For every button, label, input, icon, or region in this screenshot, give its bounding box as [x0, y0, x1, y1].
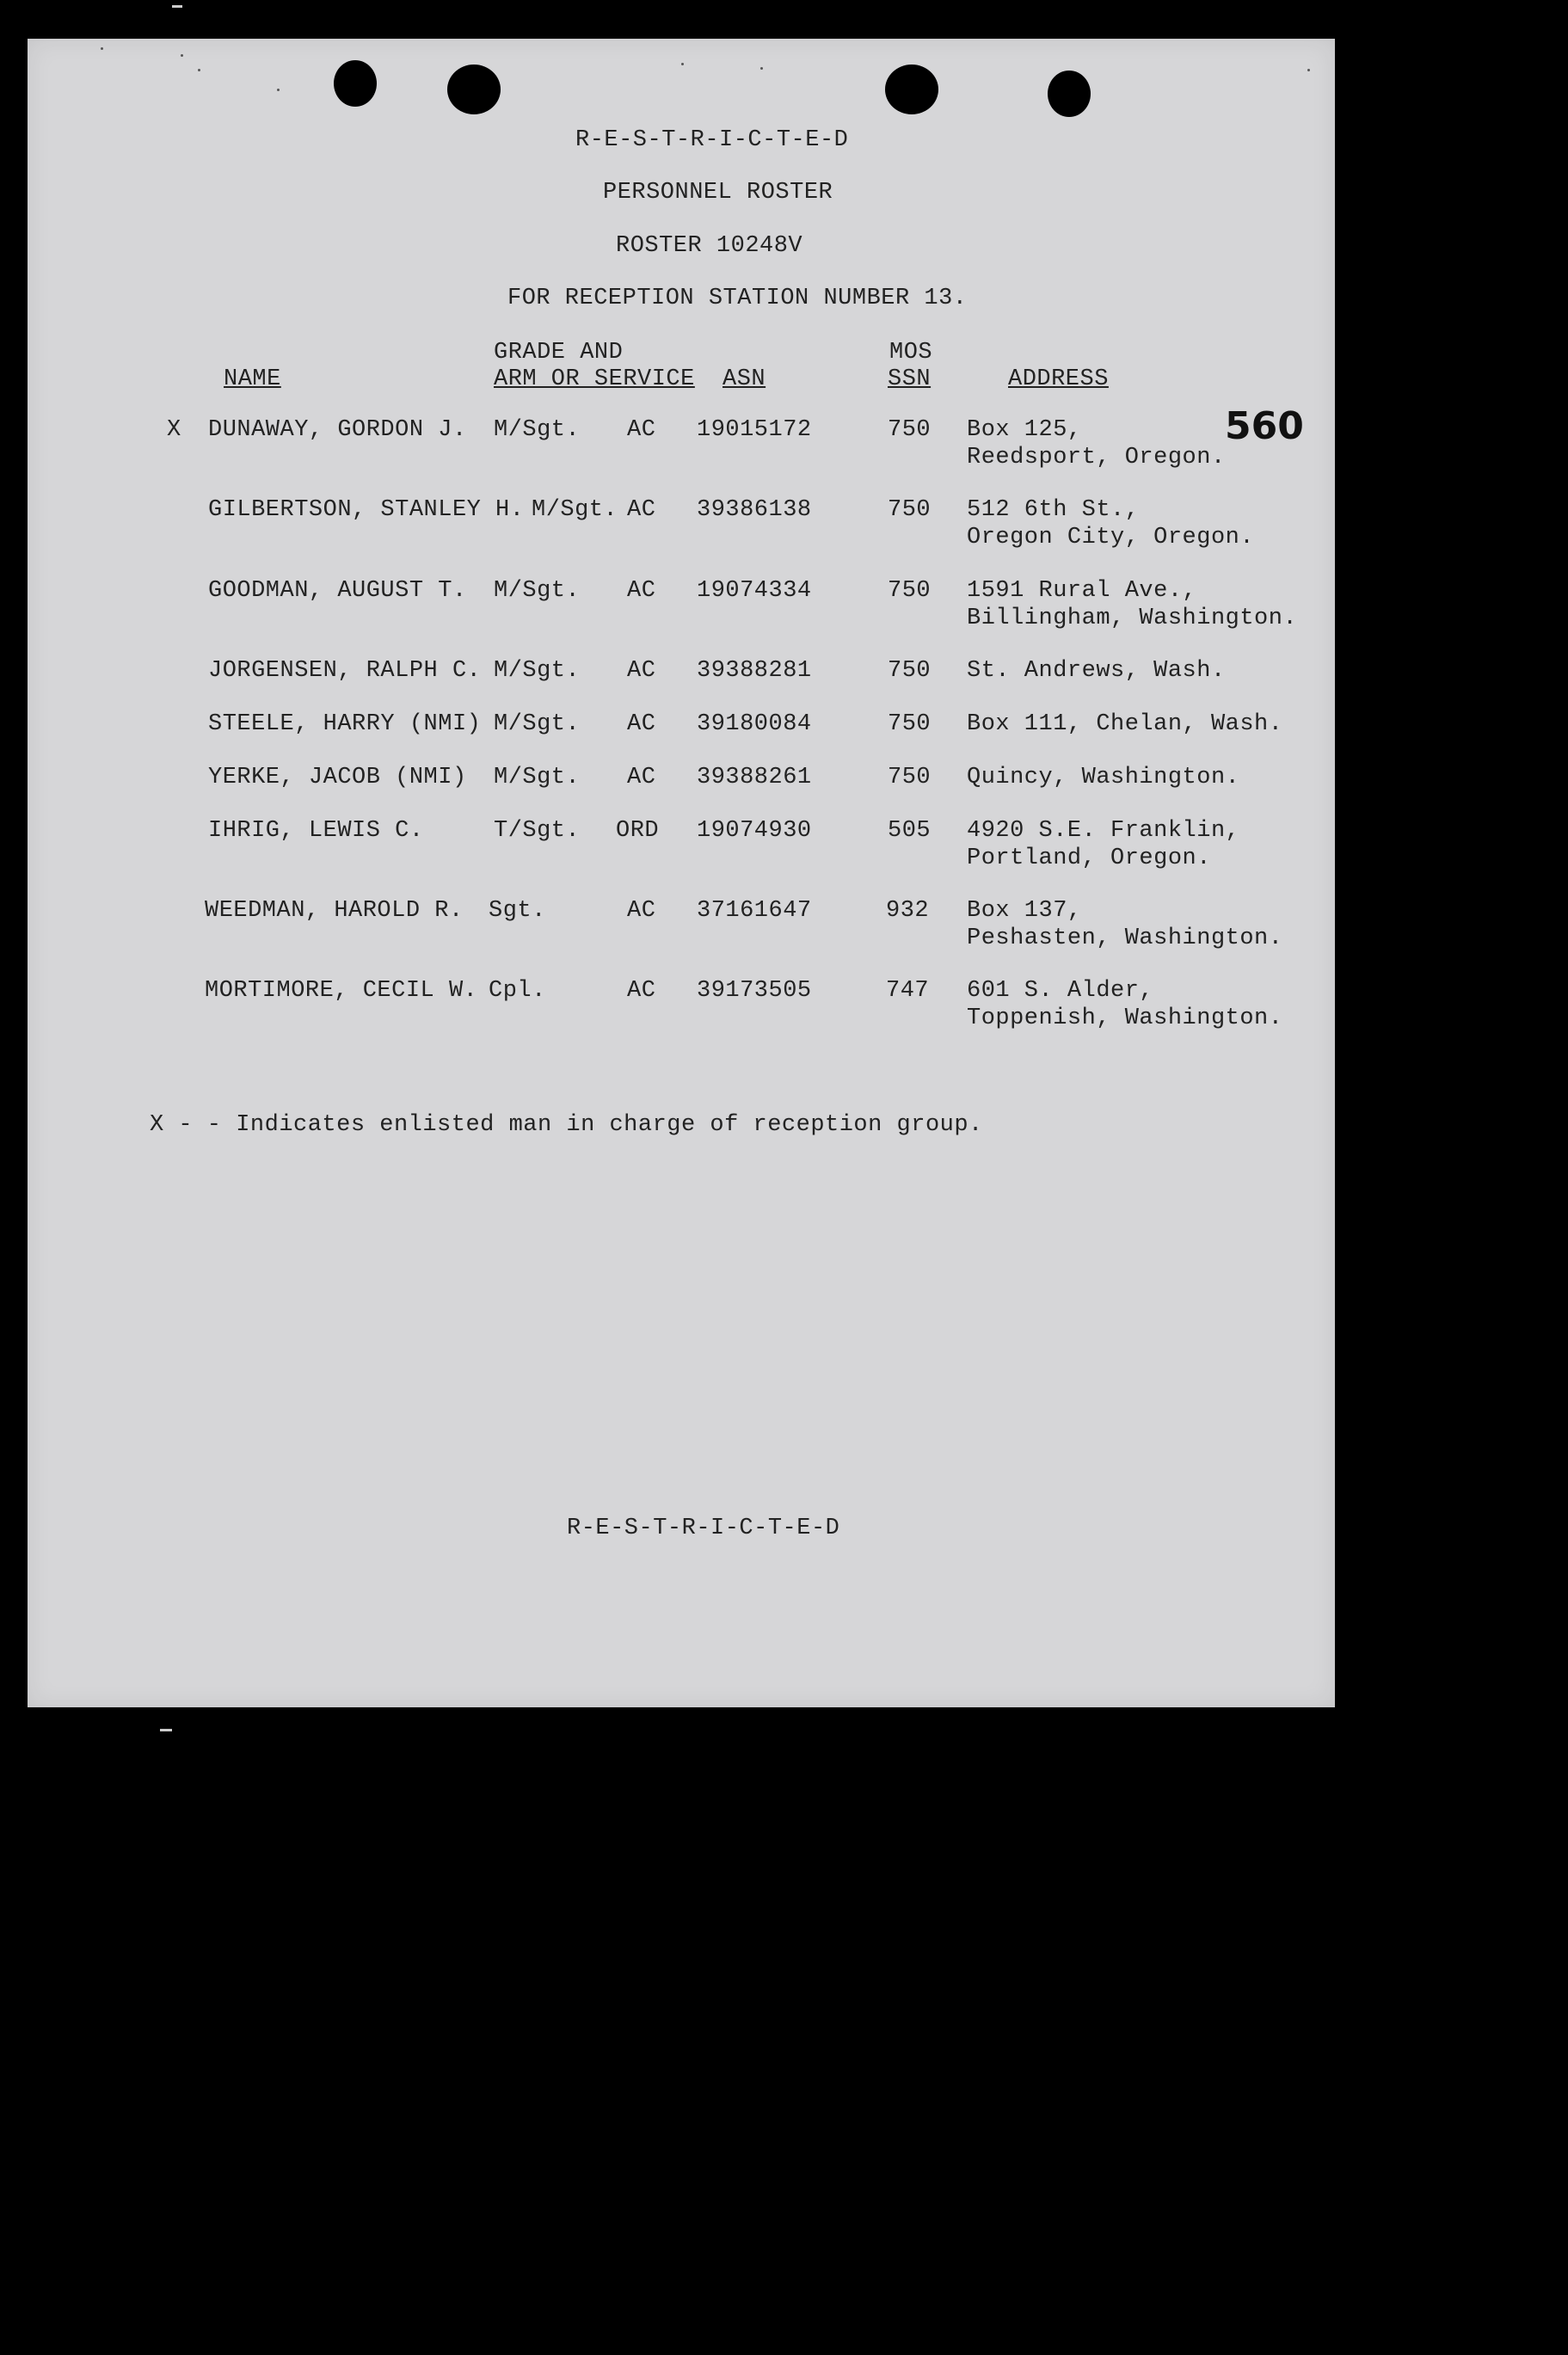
row-mos: 750	[888, 578, 932, 604]
row-address-line1: 512 6th St.,	[967, 497, 1140, 523]
row-mos: 750	[888, 711, 932, 737]
row-grade: M/Sgt.	[532, 497, 618, 523]
document-page	[28, 39, 1335, 1707]
row-address-line1: Box 111, Chelan, Wash.	[967, 711, 1283, 737]
row-mos: 750	[888, 417, 932, 443]
row-grade: M/Sgt.	[494, 417, 581, 443]
speck	[198, 69, 200, 71]
footnote: X - - Indicates enlisted man in charge of reception group.	[150, 1112, 983, 1138]
row-mos: 750	[888, 497, 932, 523]
roster-number: ROSTER 10248V	[616, 233, 803, 259]
row-arm: AC	[627, 978, 656, 1004]
row-asn: 19015172	[697, 417, 812, 443]
column-header-name: NAME	[224, 366, 281, 392]
row-grade: M/Sgt.	[494, 711, 581, 737]
row-name: GILBERTSON, STANLEY H.	[208, 497, 525, 523]
row-name: IHRIG, LEWIS C.	[208, 818, 424, 844]
row-mos: 747	[886, 978, 930, 1004]
speck	[181, 54, 183, 57]
row-asn: 39388261	[697, 765, 812, 790]
row-address-line2: Portland, Oregon.	[967, 845, 1211, 871]
row-arm: AC	[627, 711, 656, 737]
punch-hole	[334, 60, 377, 107]
row-address-line2: Peshasten, Washington.	[967, 925, 1283, 951]
row-name: DUNAWAY, GORDON J.	[208, 417, 467, 443]
row-address-line2: Toppenish, Washington.	[967, 1005, 1283, 1031]
row-arm: AC	[627, 497, 656, 523]
row-grade: M/Sgt.	[494, 765, 581, 790]
speck	[1307, 69, 1310, 71]
row-arm: AC	[627, 898, 656, 924]
row-address-line1: Quincy, Washington.	[967, 765, 1240, 790]
row-asn: 39386138	[697, 497, 812, 523]
row-arm: ORD	[616, 818, 660, 844]
row-arm: AC	[627, 578, 656, 604]
row-grade: M/Sgt.	[494, 578, 581, 604]
row-name: GOODMAN, AUGUST T.	[208, 578, 467, 604]
row-name: WEEDMAN, HAROLD R.	[205, 898, 464, 924]
row-arm: AC	[627, 658, 656, 684]
speck	[101, 47, 103, 50]
row-address-line1: 4920 S.E. Franklin,	[967, 818, 1240, 844]
row-grade: T/Sgt.	[494, 818, 581, 844]
row-address-line2: Reedsport, Oregon.	[967, 445, 1226, 470]
row-address-line1: 1591 Rural Ave.,	[967, 578, 1197, 604]
row-asn: 37161647	[697, 898, 812, 924]
punch-hole	[1048, 71, 1091, 117]
document-title: PERSONNEL ROSTER	[603, 180, 833, 206]
row-address-line2: Billingham, Washington.	[967, 606, 1298, 631]
in-charge-mark: X	[167, 417, 181, 443]
row-arm: AC	[627, 765, 656, 790]
row-asn: 39388281	[697, 658, 812, 684]
row-mos: 505	[888, 818, 932, 844]
column-header-address: ADDRESS	[1008, 366, 1109, 392]
row-asn: 19074930	[697, 818, 812, 844]
column-header-grade-line2: ARM OR SERVICE	[494, 366, 695, 392]
row-mos: 932	[886, 898, 930, 924]
speck	[277, 89, 280, 91]
row-arm: AC	[627, 417, 656, 443]
row-name: JORGENSEN, RALPH C.	[208, 658, 482, 684]
column-header-mos-line1: MOS	[889, 340, 933, 366]
row-address-line2: Oregon City, Oregon.	[967, 525, 1255, 550]
row-name: YERKE, JACOB (NMI)	[208, 765, 467, 790]
row-mos: 750	[888, 658, 932, 684]
restricted-header: R-E-S-T-R-I-C-T-E-D	[575, 127, 849, 153]
station-line: FOR RECEPTION STATION NUMBER 13.	[507, 286, 968, 311]
row-grade: M/Sgt.	[494, 658, 581, 684]
row-asn: 39173505	[697, 978, 812, 1004]
row-address-line1: 601 S. Alder,	[967, 978, 1154, 1004]
row-grade: Sgt.	[489, 898, 546, 924]
scan-edge-mark	[160, 1729, 172, 1731]
speck	[760, 67, 763, 70]
column-header-asn: ASN	[723, 366, 766, 392]
row-asn: 39180084	[697, 711, 812, 737]
punch-hole	[885, 65, 938, 114]
restricted-footer: R-E-S-T-R-I-C-T-E-D	[567, 1516, 840, 1541]
row-address-line1: St. Andrews, Wash.	[967, 658, 1226, 684]
page-number: 560	[1225, 404, 1304, 448]
column-header-grade-line1: GRADE AND	[494, 340, 624, 366]
scan-edge-mark	[172, 5, 182, 8]
row-mos: 750	[888, 765, 932, 790]
punch-hole	[447, 65, 501, 114]
row-name: STEELE, HARRY (NMI)	[208, 711, 482, 737]
row-address-line1: Box 125,	[967, 417, 1082, 443]
row-address-line1: Box 137,	[967, 898, 1082, 924]
row-name: MORTIMORE, CECIL W.	[205, 978, 478, 1004]
row-asn: 19074334	[697, 578, 812, 604]
speck	[681, 63, 684, 65]
column-header-mos-line2: SSN	[888, 366, 932, 392]
row-grade: Cpl.	[489, 978, 546, 1004]
